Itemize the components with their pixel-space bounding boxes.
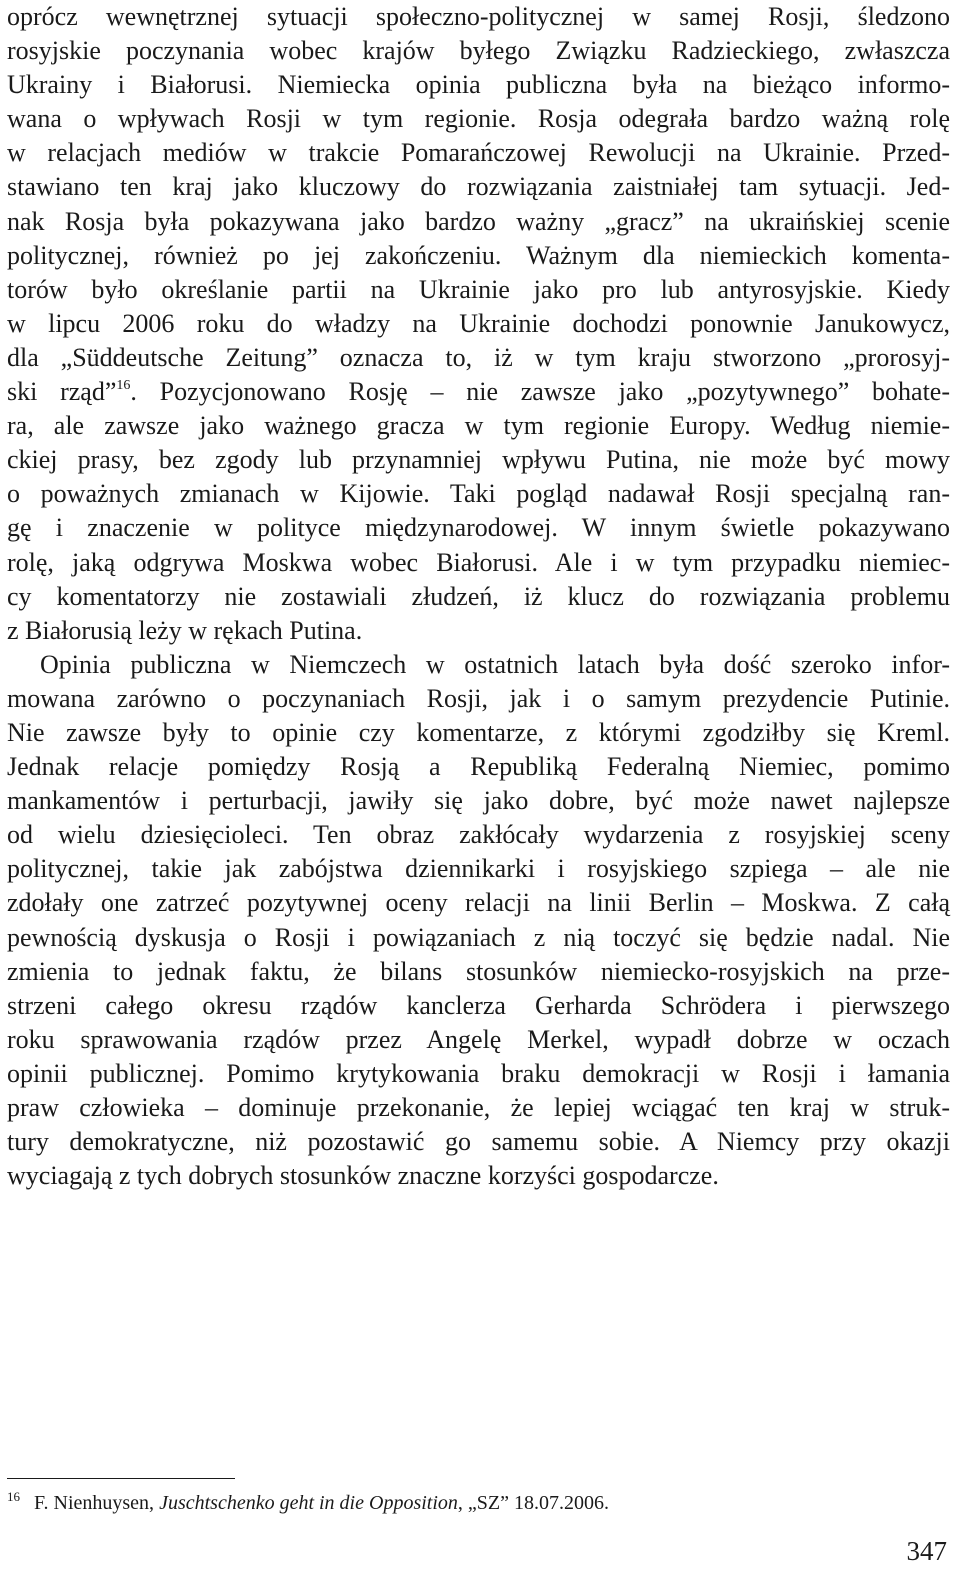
- text-line: rosyjskie poczynania wobec krajów byłego Związku Radzieckiego, zwłaszcza: [7, 36, 950, 66]
- text-line: nak Rosja była pokazywana jako bardzo ważny „gracz” na ukraińskiej scenie: [7, 206, 950, 236]
- text-line: ckiej prasy, bez zgody lub przynamniej wpływu Putina, nie może być mowy: [7, 445, 950, 475]
- footnote-title: Juschtschenko geht in die Opposition: [159, 1492, 458, 1514]
- text-line: Jednak relacje pomiędzy Rosją a Republiką Federalną Niemiec, pomimo: [7, 752, 950, 782]
- text-line: cy komentatorzy nie zostawiali złudzeń, iż klucz do rozwiązania problemu: [7, 581, 950, 611]
- text-line: pewnością dyskusja o Rosji i powiązaniach z nią toczyć się będzie nadal. Nie: [7, 922, 950, 952]
- footnote-author: F. Nienhuysen,: [34, 1492, 160, 1514]
- text-line: strzeni całego okresu rządów kanclerza Gerharda Schrödera i pierwszego: [7, 990, 950, 1020]
- text-line: zmienia to jednak faktu, że bilans stosunków niemiecko-rosyjskich na prze-: [7, 956, 950, 986]
- text-line: zdołały one zatrzeć pozytywnej oceny relacji na linii Berlin – Moskwa. Z całą: [7, 888, 950, 918]
- text-line: o poważnych zmianach w Kijowie. Taki pogląd nadawał Rosji specjalną ran-: [7, 479, 950, 509]
- footnote-source: , „SZ” 18.07.2006.: [457, 1492, 609, 1514]
- text-line: wyciagają z tych dobrych stosunków znaczne korzyści gospodarcze.: [7, 1161, 719, 1191]
- text-line: praw człowieka – dominuje przekonanie, że lepiej wciągać ten kraj w struk-: [7, 1093, 950, 1122]
- text-fragment: . Pozycjonowano Rosję – nie zawsze jako „pozytywnego” bohate-: [130, 377, 950, 407]
- text-line: Nie zawsze były to opinie czy komentarze, z którymi zgodziłby się Kreml.: [7, 717, 950, 747]
- text-line-with-footnote: [7, 375, 950, 409]
- text-line: mowana zarówno o poczynaniach Rosji, jak i o samym prezydencie Putinie.: [7, 683, 950, 713]
- document-page: [7, 0, 950, 1576]
- text-line: w lipcu 2006 roku do władzy na Ukrainie dochodzi ponownie Janukowycz,: [7, 308, 950, 338]
- text-line: gę i znaczenie w polityce międzynarodowej. W innym świetle pokazywano: [7, 513, 950, 543]
- text-line: roku sprawowania rządów przez Angelę Merkel, wypadł dobrze w oczach: [7, 1024, 950, 1054]
- text-line: oprócz wewnętrznej sytuacji społeczno-politycznej w samej Rosji, śledzono: [7, 2, 950, 31]
- text-line: politycznej, takie jak zabójstwa dziennikarki i rosyjskiego szpiega – ale nie: [7, 854, 950, 884]
- footnote: [7, 1490, 609, 1516]
- body-text: [7, 0, 950, 1193]
- text-fragment: ski rząd”: [7, 377, 117, 407]
- text-line: Ukrainy i Białorusi. Niemiecka opinia publiczna była na bieżąco informo-: [7, 70, 950, 100]
- footnote-number: 16: [7, 1489, 20, 1504]
- text-line: politycznej, również po jej zakończeniu. Ważnym dla niemieckich komenta-: [7, 240, 950, 270]
- text-line: stawiano ten kraj jako kluczowy do rozwiązania zaistniałej tam sytuacji. Jed-: [7, 172, 950, 202]
- footnote-divider: [7, 1478, 235, 1479]
- paragraph-2: [7, 648, 950, 1194]
- text-line: torów było określanie partii na Ukrainie jako pro lub antyrosyjskie. Kiedy: [7, 274, 950, 304]
- page-number: 347: [906, 1536, 947, 1566]
- text-line: opinii publicznej. Pomimo krytykowania braku demokracji w Rosji i łamania: [7, 1058, 950, 1088]
- text-line: wana o wpływach Rosji w tym regionie. Rosja odegrała bardzo ważną rolę: [7, 104, 950, 134]
- text-line: dla „Süddeutsche Zeitung” oznacza to, iż w tym kraju stworzono „prorosyj-: [7, 342, 950, 372]
- text-line: ra, ale zawsze jako ważnego gracza w tym regionie Europy. Według niemie-: [7, 411, 950, 441]
- text-line: rolę, jaką odgrywa Moskwa wobec Białorusi. Ale i w tym przypadku niemiec-: [7, 547, 950, 577]
- text-line: od wielu dziesięcioleci. Ten obraz zakłócały wydarzenia z rosyjskiej sceny: [7, 820, 950, 850]
- footnote-reference[interactable]: 16: [116, 378, 131, 394]
- paragraph-1: [7, 0, 950, 648]
- text-line: Opinia publiczna w Niemczech w ostatnich latach była dość szeroko infor-: [40, 649, 950, 679]
- text-line: mankamentów i perturbacji, jawiły się jako dobre, być może nawet najlepsze: [7, 786, 950, 816]
- text-line: w relacjach mediów w trakcie Pomarańczowej Rewolucji na Ukrainie. Przed-: [7, 138, 950, 168]
- text-line: tury demokratyczne, niż pozostawić go samemu sobie. A Niemcy przy okazji: [7, 1127, 950, 1157]
- text-line: z Białorusią leży w rękach Putina.: [7, 615, 363, 645]
